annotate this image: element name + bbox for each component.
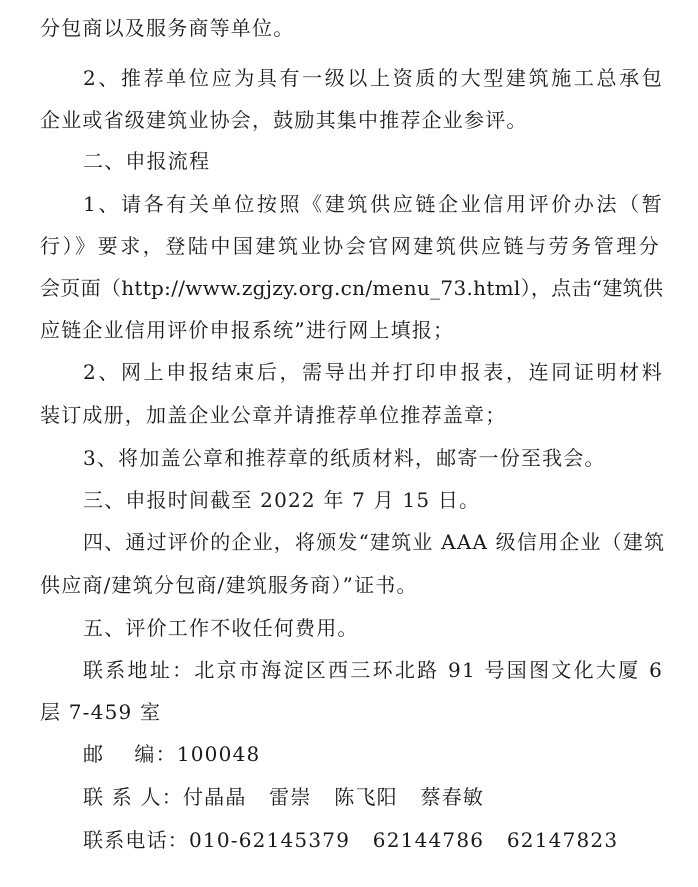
text-line-1: 分包商以及服务商等单位。	[40, 16, 295, 40]
text-line-14: 供应商/建筑分包商/建筑服务商）”证书。	[40, 573, 418, 597]
contact-postcode: 邮 编：100048	[83, 742, 261, 766]
text-line-10: 装订成册，加盖企业公章并请推荐单位推荐盖章；	[40, 403, 507, 427]
text-line-5: 1、请各有关单位按照《建筑供应链企业信用评价办法（暂	[83, 192, 663, 216]
text-line-6: 行）》要求，登陆中国建筑业协会官网建筑供应链与劳务管理分	[40, 234, 660, 258]
text-line-8: 应链企业信用评价申报系统”进行网上填报；	[40, 318, 455, 342]
contact-persons: 联 系 人：付晶晶 雷崇 陈飞阳 蔡春敏	[83, 785, 485, 809]
section-heading-4: 四、通过评价的企业，将颁发“建筑业 AAA 级信用企业（建筑	[83, 530, 666, 554]
text-line-11: 3、将加盖公章和推荐章的纸质材料，邮寄一份至我会。	[83, 446, 606, 470]
section-heading-3: 三、申报时间截至 2022 年 7 月 15 日。	[83, 488, 481, 512]
contact-phone: 联系电话：010-62145379 62144786 62147823	[83, 828, 619, 852]
section-heading-2: 二、申报流程	[83, 149, 211, 173]
text-line-3: 企业或省级建筑业协会，鼓励其集中推荐企业参评。	[40, 108, 528, 132]
contact-address: 联系地址：北京市海淀区西三环北路 91 号国图文化大厦 6	[83, 658, 663, 682]
text-line-7: 会页面（http://www.zgjzy.org.cn/menu_73.html），点击“建筑供	[40, 276, 664, 300]
contact-address-cont: 层 7-459 室	[40, 700, 162, 724]
text-line-9: 2、网上申报结束后，需导出并打印申报表，连同证明材料	[83, 360, 663, 384]
section-heading-5: 五、评价工作不收任何费用。	[83, 616, 359, 640]
text-line-2: 2、推荐单位应为具有一级以上资质的大型建筑施工总承包	[83, 66, 663, 90]
